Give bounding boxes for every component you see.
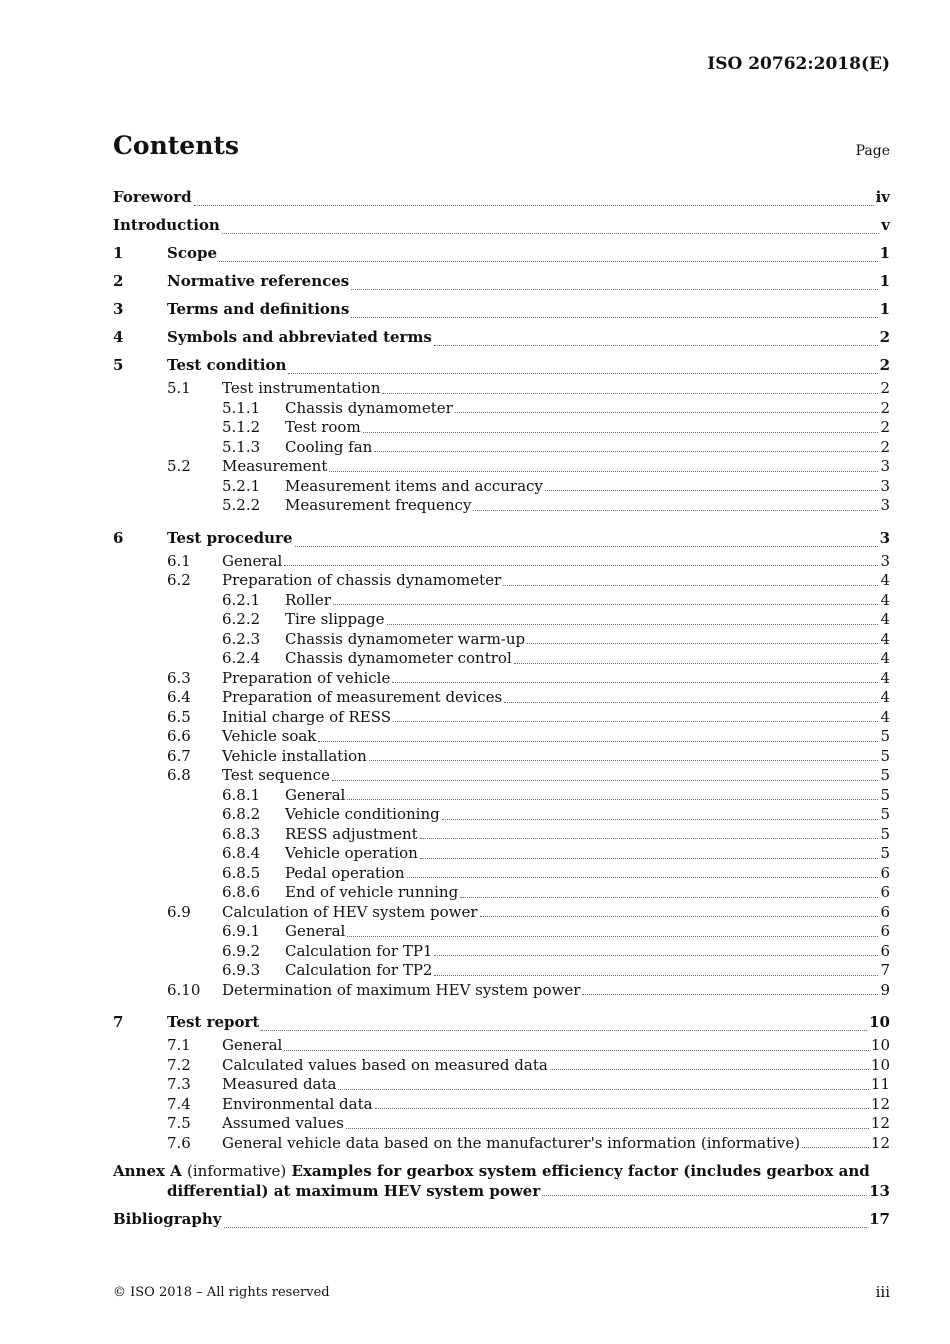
- toc-entry-title: Determination of maximum HEV system power: [222, 980, 581, 999]
- leader-dots: [332, 779, 879, 781]
- toc-entry-number: 5.2.1: [222, 476, 261, 495]
- toc-entry-number: 1: [113, 244, 124, 262]
- leader-dots: [288, 372, 877, 374]
- leader-dots: [222, 232, 879, 234]
- toc-entry-page: 2: [880, 398, 890, 417]
- toc-entry-title: Terms and definitions: [167, 300, 350, 318]
- toc-entry-number: 6: [113, 528, 124, 547]
- toc-entry-page: 12: [870, 1133, 890, 1152]
- toc-entry-title: Calculation of HEV system power: [222, 902, 478, 921]
- toc-entry-title: Chassis dynamometer control: [285, 649, 512, 667]
- toc-entry-title: Pedal operation: [285, 863, 405, 882]
- toc-entry-page: 2: [879, 328, 890, 346]
- toc-entry-number: 7.5: [167, 1114, 191, 1132]
- toc-entry[interactable]: [113, 1134, 890, 1154]
- toc-entry-number: 7: [113, 1013, 124, 1031]
- toc-entry-title: General: [285, 785, 346, 804]
- leader-dots: [480, 915, 879, 917]
- toc-entry-page: 2: [880, 379, 890, 397]
- toc-entry-title: General: [222, 551, 283, 570]
- toc-entry[interactable]: [113, 571, 890, 591]
- toc-entry-number: 6.6: [167, 727, 191, 745]
- leader-dots: [194, 204, 874, 206]
- toc-entry[interactable]: [113, 942, 890, 962]
- toc-entry[interactable]: [113, 457, 890, 477]
- toc-entry-page: 12: [870, 1114, 890, 1132]
- toc-entry-title: Roller: [285, 590, 331, 609]
- toc-entry-page: 11: [870, 1075, 890, 1093]
- toc-entry[interactable]: [113, 1095, 890, 1115]
- toc-entry-title: Vehicle installation: [222, 746, 367, 765]
- leader-dots: [527, 642, 878, 644]
- toc-entry[interactable]: [113, 1114, 890, 1134]
- toc-entry-title: General: [222, 1036, 283, 1054]
- toc-entry-title: Scope: [167, 244, 218, 262]
- toc-entry-page: 5: [880, 746, 890, 765]
- table-of-contents: [113, 183, 890, 1233]
- toc-entry[interactable]: [113, 379, 890, 399]
- toc-entry-page: 10: [870, 1036, 890, 1054]
- toc-entry-page: 5: [880, 824, 890, 843]
- toc-entry-title: Cooling fan: [285, 437, 373, 456]
- toc-entry-page: 6: [880, 922, 890, 940]
- toc-entry-page: 4: [880, 688, 890, 706]
- toc-entry-title: Tire slippage: [285, 610, 385, 628]
- toc-entry-title: RESS adjustment: [285, 824, 418, 843]
- document-id: ISO 20762:2018(E): [707, 54, 890, 74]
- toc-entry-page: v: [881, 216, 890, 234]
- leader-dots: [420, 857, 879, 859]
- toc-entry-title: Chassis dynamometer: [285, 398, 453, 417]
- toc-entry[interactable]: [113, 524, 890, 552]
- leader-dots: [295, 545, 878, 547]
- toc-entry-number: 5.2.2: [222, 496, 261, 514]
- toc-entry-page: 5: [880, 844, 890, 862]
- toc-entry-page: 10: [870, 1055, 890, 1074]
- toc-entry-number: 5.2: [167, 457, 191, 475]
- leader-dots: [503, 584, 878, 586]
- annex-note: (informative): [187, 1162, 287, 1180]
- toc-entry-title: Test procedure: [167, 528, 293, 547]
- toc-entry-number: 7.1: [167, 1036, 191, 1054]
- leader-dots: [284, 1049, 869, 1051]
- toc-entry[interactable]: [113, 1075, 890, 1095]
- leader-dots: [393, 720, 878, 722]
- toc-entry-title: Test report: [167, 1013, 260, 1031]
- toc-entry[interactable]: [113, 669, 890, 689]
- leader-dots: [434, 974, 878, 976]
- toc-entry-number: 7.2: [167, 1055, 191, 1074]
- toc-entry[interactable]: [113, 477, 890, 497]
- toc-entry[interactable]: [113, 630, 890, 650]
- toc-entry[interactable]: [113, 883, 890, 903]
- leader-dots: [407, 876, 879, 878]
- toc-entry-page: 4: [880, 571, 890, 589]
- leader-dots: [802, 1146, 869, 1148]
- page-column-label: Page: [855, 143, 890, 159]
- toc-entry-page: 10: [869, 1013, 890, 1031]
- toc-entry-number: 6.9.1: [222, 922, 261, 940]
- toc-entry[interactable]: [113, 183, 890, 211]
- leader-dots: [387, 623, 879, 625]
- toc-entry[interactable]: [113, 1036, 890, 1056]
- toc-entry-number: 4: [113, 328, 124, 346]
- toc-entry-title: Measurement items and accuracy: [285, 476, 543, 495]
- toc-entry-number: 6.8.3: [222, 824, 261, 843]
- leader-dots: [374, 450, 878, 452]
- copyright-notice: © ISO 2018 – All rights reserved: [113, 1285, 330, 1300]
- leader-dots: [351, 316, 877, 318]
- annex-label: Annex A: [113, 1162, 182, 1180]
- toc-entry-page: 4: [880, 610, 890, 628]
- toc-entry-number: 6.2.1: [222, 590, 261, 609]
- toc-entry[interactable]: [113, 438, 890, 458]
- toc-entry-number: 6.2.2: [222, 610, 261, 628]
- leader-dots: [346, 1127, 869, 1129]
- leader-dots: [351, 288, 877, 290]
- leader-dots: [375, 1107, 869, 1109]
- leader-dots: [318, 740, 878, 742]
- bibliography-title: Bibliography: [113, 1210, 222, 1228]
- toc-entry-title: Vehicle conditioning: [285, 805, 440, 823]
- toc-entry[interactable]: [113, 688, 890, 708]
- toc-entry[interactable]: [113, 922, 890, 942]
- toc-entry-page: 4: [880, 668, 890, 687]
- toc-entry-page: 12: [870, 1094, 890, 1113]
- leader-dots: [363, 431, 879, 433]
- toc-entry-number: 6.9: [167, 902, 191, 921]
- toc-entry[interactable]: [113, 903, 890, 923]
- leader-dots: [442, 818, 879, 820]
- toc-entry[interactable]: [113, 496, 890, 516]
- toc-entry-number: 5.1.2: [222, 418, 261, 436]
- toc-entry-title: Test sequence: [222, 766, 330, 784]
- toc-entry[interactable]: [113, 295, 890, 323]
- toc-entry-title: Vehicle operation: [285, 844, 418, 862]
- toc-entry-title: Calculation for TP2: [285, 961, 433, 979]
- toc-entry[interactable]: [113, 981, 890, 1001]
- toc-entry[interactable]: [113, 766, 890, 786]
- toc-entry[interactable]: [113, 418, 890, 438]
- toc-entry[interactable]: [113, 825, 890, 845]
- leader-dots: [224, 1226, 868, 1228]
- toc-entry-number: 7.6: [167, 1133, 191, 1152]
- leader-dots: [420, 837, 879, 839]
- toc-entry[interactable]: [113, 211, 890, 239]
- toc-entry-page: 7: [880, 961, 890, 979]
- toc-entry-title: Vehicle soak: [222, 727, 317, 745]
- toc-entry[interactable]: [113, 323, 890, 351]
- toc-entry-title: End of vehicle running: [285, 883, 459, 901]
- toc-entry-number: 6.3: [167, 668, 191, 687]
- toc-entry-number: 6.8.1: [222, 785, 261, 804]
- toc-entry-page: 2: [880, 418, 890, 436]
- leader-dots: [347, 798, 878, 800]
- leader-dots: [460, 896, 878, 898]
- toc-entry-title: Initial charge of RESS: [222, 707, 392, 726]
- toc-entry-page: 5: [880, 805, 890, 823]
- toc-entry-title: Preparation of measurement devices: [222, 688, 503, 706]
- toc-entry-page: 3: [879, 528, 890, 547]
- toc-entry[interactable]: [113, 267, 890, 295]
- leader-dots: [338, 1088, 868, 1090]
- toc-entry[interactable]: [113, 805, 890, 825]
- leader-dots: [333, 603, 878, 605]
- toc-entry-title: Environmental data: [222, 1094, 373, 1113]
- toc-entry-page: 1: [879, 244, 890, 262]
- toc-entry-number: 5: [113, 356, 124, 374]
- leader-dots: [369, 759, 879, 761]
- toc-entry-number: 6.4: [167, 688, 191, 706]
- toc-entry-number: 6.7: [167, 746, 191, 765]
- leader-dots: [473, 509, 878, 511]
- toc-entry[interactable]: [113, 1008, 890, 1036]
- leader-dots: [455, 411, 879, 413]
- leader-dots: [550, 1068, 869, 1070]
- toc-entry[interactable]: [113, 844, 890, 864]
- toc-entry[interactable]: [113, 708, 890, 728]
- leader-dots: [284, 564, 878, 566]
- toc-entry-page: 4: [880, 629, 890, 648]
- toc-entry[interactable]: [113, 552, 890, 572]
- toc-entry-page: 1: [879, 300, 890, 318]
- toc-entry[interactable]: [113, 727, 890, 747]
- toc-entry[interactable]: [113, 649, 890, 669]
- annex-title-line2: differential) at maximum HEV system power: [167, 1182, 541, 1200]
- toc-entry-number: 2: [113, 272, 124, 290]
- toc-entry-title: Introduction: [113, 216, 220, 234]
- page-number: iii: [875, 1283, 890, 1301]
- leader-dots: [329, 470, 878, 472]
- toc-entry-page: 6: [880, 941, 890, 960]
- toc-entry[interactable]: [113, 747, 890, 767]
- toc-entry-page: 5: [880, 727, 890, 745]
- toc-entry-page: 1: [879, 272, 890, 290]
- toc-entry-page: iv: [875, 188, 890, 206]
- toc-entry-title: Preparation of chassis dynamometer: [222, 571, 502, 589]
- toc-entry-page: 2: [879, 356, 890, 374]
- toc-entry-page: 2: [880, 437, 890, 456]
- toc-entry[interactable]: [113, 399, 890, 419]
- toc-entry-title: Test room: [285, 418, 361, 436]
- toc-entry-page: 5: [880, 766, 890, 784]
- toc-entry-title: General: [285, 922, 346, 940]
- toc-entry-number: 6.8.5: [222, 863, 261, 882]
- toc-entry[interactable]: [113, 610, 890, 630]
- toc-entry-page: 6: [880, 902, 890, 921]
- toc-entry-page: 6: [880, 883, 890, 901]
- toc-entry-title: Test instrumentation: [222, 379, 381, 397]
- toc-entry[interactable]: [113, 351, 890, 379]
- leader-dots: [545, 489, 879, 491]
- toc-entry-number: 6.5: [167, 707, 191, 726]
- bibliography-page: 17: [869, 1210, 890, 1228]
- toc-entry-title: Assumed values: [222, 1114, 344, 1132]
- toc-entry-title: Measured data: [222, 1075, 337, 1093]
- leader-dots: [434, 954, 878, 956]
- toc-bibliography-entry[interactable]: [113, 1205, 890, 1233]
- toc-entry-page: 3: [880, 476, 890, 495]
- toc-entry-page: 5: [880, 785, 890, 804]
- toc-entry-number: 7.4: [167, 1094, 191, 1113]
- toc-entry-number: 6.9.3: [222, 961, 261, 979]
- toc-entry-number: 3: [113, 300, 124, 318]
- toc-entry[interactable]: [113, 239, 890, 267]
- toc-entry-title: Test condition: [167, 356, 287, 374]
- toc-entry-title: Preparation of vehicle: [222, 668, 391, 687]
- toc-entry-title: Calculated values based on measured data: [222, 1055, 548, 1074]
- toc-entry-number: 6.8.6: [222, 883, 261, 901]
- toc-entry-title: Measurement: [222, 457, 328, 475]
- leader-dots: [382, 392, 878, 394]
- toc-entry-title: Chassis dynamometer warm-up: [285, 629, 526, 648]
- toc-entry-title: General vehicle data based on the manufacturer's information (informative): [222, 1133, 801, 1152]
- toc-entry-number: 6.8: [167, 766, 191, 784]
- annex-page: 13: [869, 1182, 890, 1200]
- toc-entry-number: 5.1.3: [222, 437, 261, 456]
- leader-dots: [219, 260, 878, 262]
- toc-entry-page: 6: [880, 863, 890, 882]
- toc-entry-title: Measurement frequency: [285, 496, 472, 514]
- toc-entry-title: Foreword: [113, 188, 192, 206]
- toc-entry-number: 6.2: [167, 571, 191, 589]
- toc-entry-number: 6.8.2: [222, 805, 261, 823]
- leader-dots: [504, 701, 878, 703]
- toc-entry-number: 7.3: [167, 1075, 191, 1093]
- toc-entry[interactable]: [113, 591, 890, 611]
- toc-entry-number: 6.1: [167, 551, 191, 570]
- page-title: Contents: [113, 131, 240, 160]
- toc-entry-number: 6.10: [167, 980, 201, 999]
- leader-dots: [261, 1029, 867, 1031]
- annex-title-line1: Examples for gearbox system efficiency factor (includes gearbox and: [291, 1162, 870, 1180]
- toc-entry-number: 6.8.4: [222, 844, 261, 862]
- toc-entry[interactable]: [113, 786, 890, 806]
- toc-entry-title: Symbols and abbreviated terms: [167, 328, 432, 346]
- toc-annex-entry[interactable]: [113, 1161, 890, 1201]
- toc-entry-page: 3: [880, 457, 890, 475]
- toc-entry-page: 4: [880, 590, 890, 609]
- toc-entry-title: Calculation for TP1: [285, 941, 433, 960]
- leader-dots: [347, 935, 878, 937]
- leader-dots: [392, 681, 878, 683]
- leader-dots: [542, 1194, 867, 1196]
- leader-dots: [582, 993, 878, 995]
- toc-entry-number: 5.1: [167, 379, 191, 397]
- toc-entry-number: 5.1.1: [222, 398, 261, 417]
- toc-entry[interactable]: [113, 961, 890, 981]
- toc-entry-page: 9: [880, 980, 890, 999]
- toc-entry[interactable]: [113, 1056, 890, 1076]
- toc-entry-number: 6.2.4: [222, 649, 261, 667]
- toc-entry-title: Normative references: [167, 272, 350, 290]
- leader-dots: [514, 662, 879, 664]
- toc-entry-page: 4: [880, 649, 890, 667]
- toc-entry-page: 3: [880, 551, 890, 570]
- toc-entry[interactable]: [113, 864, 890, 884]
- toc-entry-number: 6.9.2: [222, 941, 261, 960]
- toc-entry-number: 6.2.3: [222, 629, 261, 648]
- leader-dots: [434, 344, 878, 346]
- toc-entry-page: 4: [880, 707, 890, 726]
- toc-entry-page: 3: [880, 496, 890, 514]
